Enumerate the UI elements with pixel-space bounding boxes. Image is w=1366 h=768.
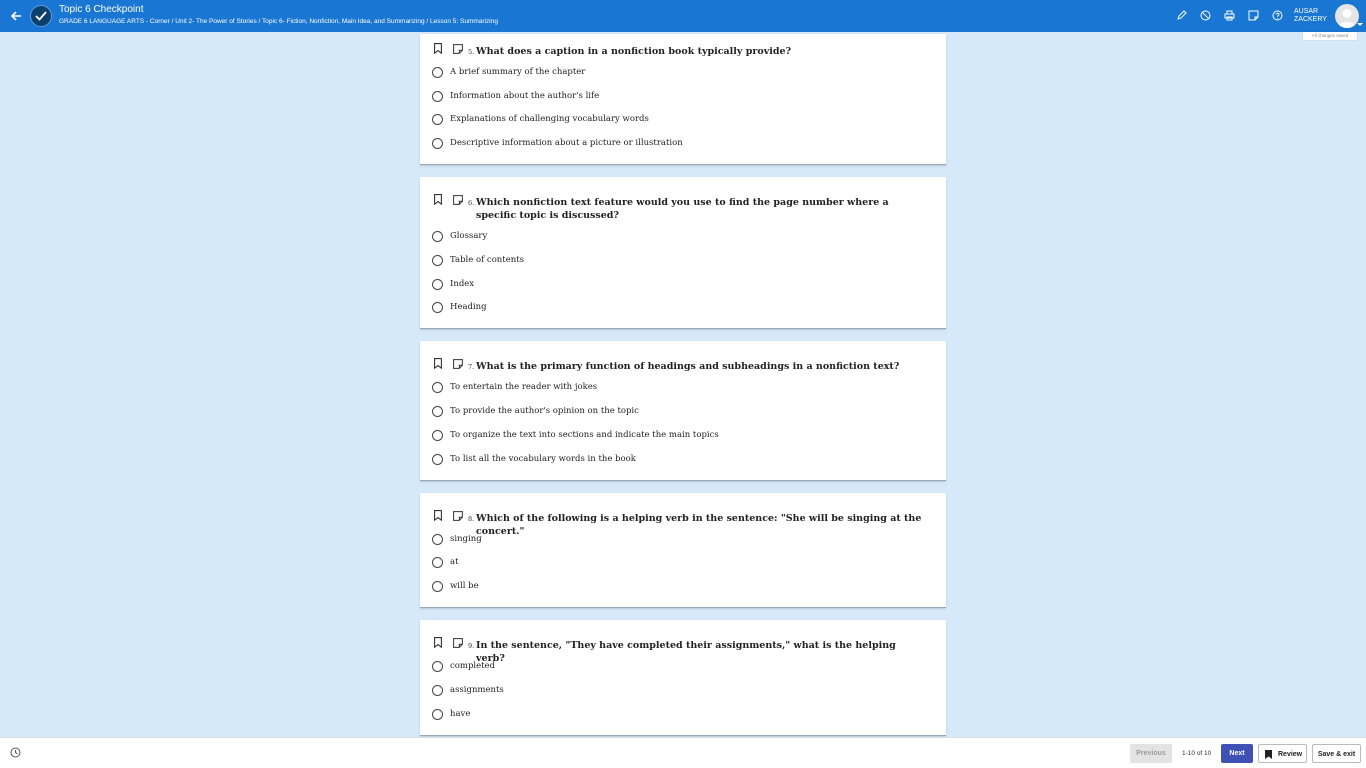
- question-card: [420, 620, 946, 736]
- option-label: A brief summary of the chapter: [450, 67, 586, 77]
- breadcrumb: GRADE 6 LANGUAGE ARTS - Corner / Unit 2- The Power of Stories / Topic 6- Fiction, Nonfiction, Main Idea, and Summarizing / Lesson 5: Summarizing: [59, 18, 498, 25]
- question-card: [420, 34, 946, 165]
- bookmark-icon[interactable]: [434, 194, 442, 205]
- option-label: To organize the text into sections and indicate the main topics: [450, 430, 719, 440]
- save-exit-button[interactable]: Save & exit: [1312, 744, 1361, 763]
- question-card: [420, 177, 946, 329]
- radio-button[interactable]: [432, 557, 443, 568]
- option-label: will be: [450, 581, 479, 591]
- radio-button[interactable]: [432, 430, 443, 441]
- note-icon[interactable]: [453, 195, 463, 205]
- radio-button[interactable]: [432, 138, 443, 149]
- pen-icon[interactable]: [1176, 10, 1187, 21]
- question-text: Which nonfiction text feature would you use to find the page number where a specific topic is discussed?: [476, 197, 889, 221]
- bookmark-icon[interactable]: [434, 358, 442, 369]
- question-number: 8.: [468, 515, 475, 523]
- option-label: have: [450, 709, 471, 719]
- question-text: What is the primary function of headings and subheadings in a nonfiction text?: [476, 361, 900, 372]
- note-icon[interactable]: [453, 638, 463, 648]
- radio-button[interactable]: [432, 406, 443, 417]
- page-title: Topic 6 Checkpoint: [59, 4, 144, 15]
- note-icon[interactable]: [453, 44, 463, 54]
- bookmark-icon[interactable]: [434, 43, 442, 54]
- avatar[interactable]: [1335, 4, 1359, 28]
- question-number: 7.: [468, 363, 475, 371]
- radio-button[interactable]: [432, 709, 443, 720]
- radio-button[interactable]: [432, 581, 443, 592]
- option-label: completed: [450, 661, 496, 671]
- question-card: [420, 493, 946, 608]
- bookmark-icon[interactable]: [434, 510, 442, 521]
- option-label: at: [450, 557, 459, 567]
- bottom-bar: [0, 737, 1366, 768]
- checkmark-logo-icon: [30, 5, 52, 27]
- radio-button[interactable]: [432, 114, 443, 125]
- option-label: Table of contents: [450, 255, 524, 265]
- radio-button[interactable]: [432, 302, 443, 313]
- question-text: In the sentence, "They have completed their assignments," what is the helping verb?: [476, 640, 896, 664]
- option-label: To provide the author's opinion on the topic: [450, 406, 639, 416]
- radio-button[interactable]: [432, 91, 443, 102]
- option-label: Heading: [450, 302, 487, 312]
- option-label: singing: [450, 534, 482, 544]
- question-text: What does a caption in a nonfiction book typically provide?: [476, 46, 792, 57]
- option-label: Explanations of challenging vocabulary words: [450, 114, 649, 124]
- question-number: 9.: [468, 642, 475, 650]
- back-arrow-icon[interactable]: [9, 9, 23, 23]
- save-status: All changes saved: [1303, 32, 1357, 40]
- radio-button[interactable]: [432, 231, 443, 242]
- option-label: Information about the author's life: [450, 91, 600, 101]
- option-label: assignments: [450, 685, 504, 695]
- note-icon[interactable]: [453, 359, 463, 369]
- note-icon[interactable]: [453, 511, 463, 521]
- option-label: Descriptive information about a picture or illustration: [450, 138, 683, 148]
- bookmark-icon: [1265, 750, 1272, 759]
- radio-button[interactable]: [432, 67, 443, 78]
- bookmark-icon[interactable]: [434, 637, 442, 648]
- option-label: To entertain the reader with jokes: [450, 382, 598, 392]
- question-number: 5.: [468, 48, 475, 56]
- note-icon[interactable]: [1248, 10, 1259, 21]
- option-label: Index: [450, 279, 475, 289]
- question-text: Which of the following is a helping verb in the sentence: "She will be singing at the concert.": [476, 513, 922, 537]
- user-name[interactable]: AUSAR ZACKERY: [1294, 8, 1327, 23]
- next-button[interactable]: Next: [1221, 744, 1253, 763]
- option-label: To list all the vocabulary words in the book: [450, 454, 636, 464]
- radio-button[interactable]: [432, 255, 443, 266]
- review-button[interactable]: Review: [1258, 744, 1307, 763]
- chevron-down-icon[interactable]: [1357, 23, 1363, 26]
- clock-icon[interactable]: [10, 747, 21, 758]
- top-bar: [0, 0, 1366, 32]
- radio-button[interactable]: [432, 661, 443, 672]
- print-icon[interactable]: [1224, 10, 1235, 21]
- radio-button[interactable]: [432, 454, 443, 465]
- help-icon[interactable]: [1272, 10, 1283, 21]
- block-icon[interactable]: [1200, 10, 1211, 21]
- previous-button[interactable]: Previous: [1130, 744, 1172, 763]
- option-label: Glossary: [450, 231, 488, 241]
- radio-button[interactable]: [432, 685, 443, 696]
- page-count: 1-10 of 10: [1182, 750, 1212, 757]
- question-card: [420, 341, 946, 481]
- question-number: 6.: [468, 199, 475, 207]
- radio-button[interactable]: [432, 382, 443, 393]
- radio-button[interactable]: [432, 279, 443, 290]
- radio-button[interactable]: [432, 534, 443, 545]
